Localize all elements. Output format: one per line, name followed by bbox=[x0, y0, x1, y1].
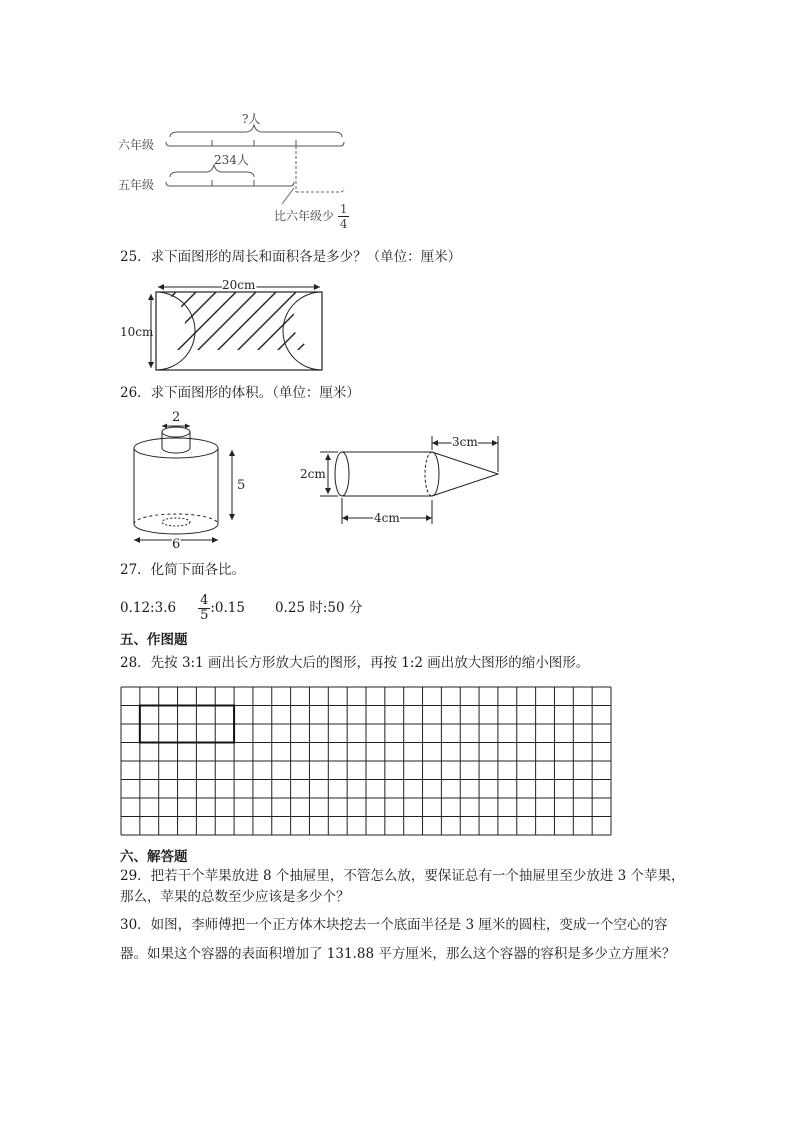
top-brace bbox=[170, 125, 342, 137]
drawing-grid bbox=[120, 686, 612, 836]
diff-note-text: 比六年级少 bbox=[274, 209, 335, 223]
label-grade5: 五年级 bbox=[118, 178, 155, 192]
ratio-item-2-fraction bbox=[198, 594, 210, 623]
question-28: 28．先按 3:1 画出长方形放大后的图形，再按 1:2 画出放大图形的缩小图形。 bbox=[120, 655, 590, 671]
cone bbox=[432, 452, 498, 496]
outer-top-ellipse bbox=[134, 438, 218, 458]
question-30-line2: 器。如果这个容器的表面积增加了 131.88 平方厘米，那么这个容器的容积是多少立方厘米？ bbox=[120, 946, 676, 962]
height-label: 10cm bbox=[120, 325, 154, 339]
frac-denominator: 4 bbox=[339, 217, 348, 231]
diff-note bbox=[274, 202, 349, 231]
diam-dim-label: 2cm bbox=[300, 467, 326, 481]
rectangle-figure-svg bbox=[118, 276, 338, 376]
question-27: 27．化简下面各比。 bbox=[120, 562, 246, 578]
cyl-right-ellipse bbox=[432, 452, 439, 496]
question-30-line1: 30．如图，李师傅把一个正方体木块挖去一个底面半径是 3 厘米的圆柱，变成一个空心的容 bbox=[120, 917, 668, 933]
right-semicircle bbox=[283, 292, 322, 370]
height-dim-label: 5 bbox=[237, 478, 246, 493]
fraction-one-quarter bbox=[338, 202, 350, 231]
outer-bottom-ellipse bbox=[134, 524, 218, 534]
line-segment-diagram bbox=[118, 110, 358, 230]
inner-top-ellipse bbox=[162, 427, 190, 437]
frac-denominator: 5 bbox=[200, 607, 209, 623]
cyl-left-ellipse bbox=[335, 452, 349, 496]
ratio-item-3: 0.25 时:50 分 bbox=[274, 600, 363, 616]
question-26: 26．求下面图形的体积。（单位：厘米） bbox=[120, 385, 360, 401]
hollow-cylinder-svg bbox=[118, 406, 258, 550]
q27-items bbox=[120, 588, 362, 628]
rectangle-outline bbox=[156, 292, 322, 370]
frac-numerator: 1 bbox=[339, 202, 348, 216]
top-brace-label: ?人 bbox=[242, 112, 261, 126]
question-29-line1: 29．把若干个苹果放进 8 个抽屉里，不管怎么放，要保证总有一个抽屉里至少放进 3 个苹果， bbox=[120, 868, 685, 884]
q26-hollow-cylinder bbox=[118, 406, 258, 550]
grid-svg bbox=[120, 686, 612, 836]
width-label: 20cm bbox=[222, 278, 256, 292]
cylinder-cone-svg bbox=[296, 428, 508, 528]
q25-figure bbox=[118, 276, 338, 376]
label-grade6: 六年级 bbox=[118, 138, 155, 152]
grade6-bar bbox=[166, 142, 344, 146]
inner-bottom-ellipse bbox=[162, 518, 190, 526]
top-dim-label: 2 bbox=[172, 410, 181, 425]
mid-brace-label: 234人 bbox=[214, 153, 249, 167]
q26-cylinder-cone bbox=[296, 428, 508, 528]
question-25: 25．求下面图形的周长和面积各是多少？（单位：厘米） bbox=[120, 249, 462, 265]
cone-dim-label: 3cm bbox=[452, 435, 478, 449]
section-5-title: 五、作图题 bbox=[120, 632, 188, 648]
ratio-item-1: 0.12:3.6 bbox=[120, 600, 177, 616]
grade5-bar bbox=[166, 182, 294, 186]
len-dim-label: 4cm bbox=[374, 511, 400, 525]
ratio-item-2-rest: :0.15 bbox=[210, 600, 245, 616]
question-29-line2: 那么，苹果的总数至少应该是多少个？ bbox=[120, 889, 350, 905]
left-semicircle bbox=[156, 292, 195, 370]
section-6-title: 六、解答题 bbox=[120, 849, 188, 865]
bottom-dim-label: 6 bbox=[172, 537, 181, 550]
diff-brace bbox=[296, 188, 344, 192]
frac-numerator: 4 bbox=[200, 592, 209, 608]
